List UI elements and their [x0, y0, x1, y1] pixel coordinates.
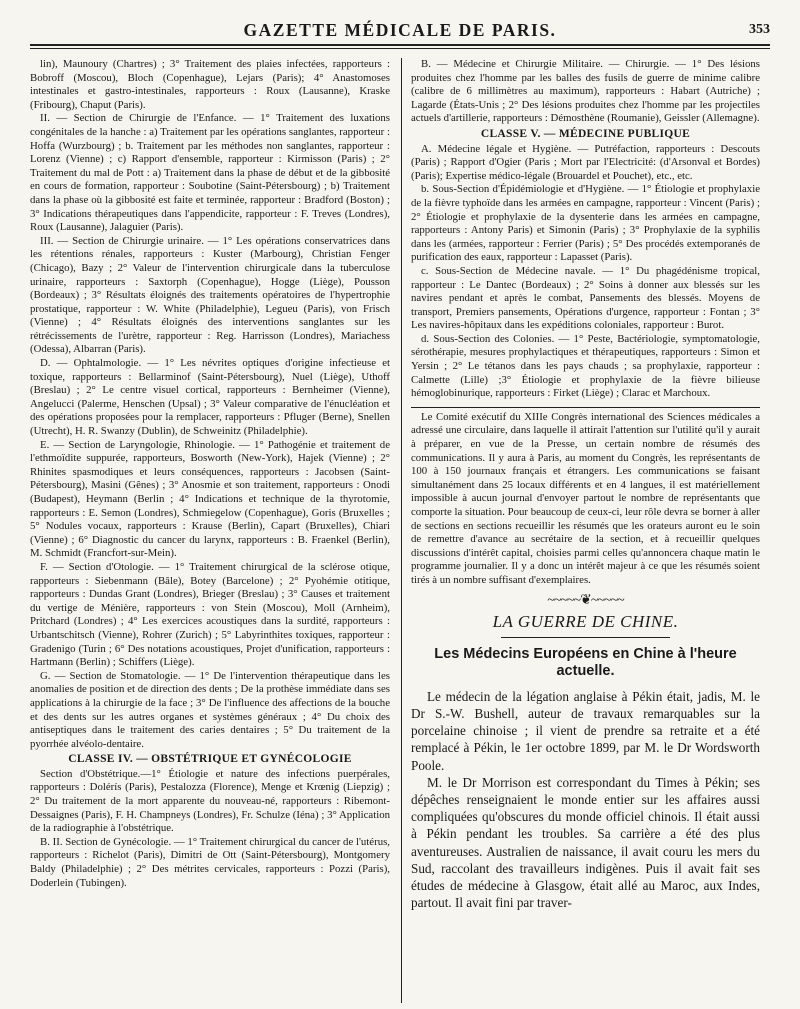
paragraph: F. — Section d'Otologie. — 1° Traitement chirurgical de la sclérose otique, rapporteurs : Siebenmann (Bâle), Botey (Barcelone) ; 2° Pyohémie otitique, rapporteurs : Dundas Grant (Londres), Brieger (Breslau) ; 3° Causes et traitement du vertige de Ménière, rapporteurs : von Stein (Moscou), Moll (Arnheim), Pritchard (Londres) ; 4° Les exercices acoustiques dans la surdité, rapporteurs : Urbantschitsch (Vienne), Rohrer (Zurich) ; 5° Labyrinthites toxiques, rapporteur : Gradenigo (Turin ; 6° Des notations acoustiques, Projet d'unification, rapporteurs : Hartmann (Berlin) ; Schiffers (Liège).	[30, 560, 390, 669]
class-iv-heading: CLASSE IV. — OBSTÉTRIQUE ET GYNÉCOLOGIE	[68, 753, 352, 766]
paragraph: lin), Maunoury (Chartres) ; 3° Traitement des plaies infectées, rapporteurs : Bobroff (Moscou), Bloch (Copenhague), Lejars (Paris); 4° Anastomoses intestinales et gastro-intestinales, rapporteurs : Roux (Lausanne), Kraske (Fribourg), Chaput (Paris).	[30, 58, 390, 111]
paragraph: B. — Médecine et Chirurgie Militaire. — Chirurgie. — 1° Des lésions produites chez l'homme par les balles des fusils de guerre de minime calibre (calibre de 6 millimètres au maximum), rapporteurs : Habart (Autriche) ; Lagarde (États-Unis ; 2° Des lésions produites chez l'homme par les projectiles actuels d'artillerie, rapporteurs : Démosthène (Roumanie), Geissler (Allemagne).	[411, 58, 760, 125]
ornament-divider: ~~~~~❦~~~~~	[547, 592, 624, 608]
paragraph: Le médecin de la légation anglaise à Pékin était, jadis, M. le Dr S.-W. Bushell, auteur de travaux remarquables sur la porcelaine chinoise ; il vient de prendre sa retraite et a été remplacé à Pékin, le 1er octobre 1899, par M. le Dr Wordsworth Poole.	[411, 688, 760, 773]
left-column	[30, 58, 390, 1003]
paragraph: d. Sous-Section des Colonies. — 1° Peste, Bactériologie, symptomatologie, sérothérapie, mesures prophylactiques et thérapeutiques, rapporteurs : Simon et Yersin ; 2° Le tétanos dans les pays chauds ; sa prophylaxie, rapporteur : Calmette (Lille) ;3° Étiologie et prophylaxie de la fièvre bilieuse hémoglobinurique, rapporteurs : Firket (Liège) ; Clarac et Marchoux.	[411, 332, 760, 400]
page-header	[30, 0, 770, 46]
paragraph: A. Médecine légale et Hygiène. — Putréfaction, rapporteurs : Descouts (Paris) ; Rapport d'Ogier (Paris ; Mort par l'Electricité: (d'Arsonval et Bordes) (Paris); Expertise médico-légale (Brouardel et Pouchet), etc., etc.	[411, 142, 760, 182]
column-separator	[401, 58, 402, 1003]
paragraph: c. Sous-Section de Médecine navale. — 1° Du phagédénisme tropical, rapporteur : Le Dantec (Bordeaux) ; 2° Soins à donner aux blessés sur les navires pendant et après le combat, Pansements des blessés. Moyens de transport, Premiers pansements, Opérations d'urgence, rapporteur : Fontan ; 3° Les navires-hôpitaux dans les expéditions coloniales, rapporteur : Burot.	[411, 264, 760, 332]
paragraph: Le Comité exécutif du XIIIe Congrès international des Sciences médicales a adressé une circulaire, dans laquelle il attirait l'attention sur l'utilité qu'il y aurait à préparer, en vue de la Presse, un certain nombre de résumés des communications. Il y aura à Paris, au moment du Congrès, les représentants de 100 à 150 journaux français et étrangers. Les communications se faisant simultanément dans 25 locaux différents et en 4 langues, il est matériellement impossible à aucun journal d'envoyer partout le nombre de représentants que comporte la situation. Pour beaucoup de ceux-ci, leur rôle devra se borner à aller de sections en sections recueillir les résumés que les orateurs auront eu le soin de remettre d'avance au secrétaire de la section, et à recueillir quelques discussions d'intérêt capital, choisies parmi celles qu'annoncera chaque matin le programme journalier. Il y a donc un intérêt majeur à ce que les résumés soient tirés à un nombre suffisant d'exemplaires.	[411, 410, 760, 586]
paragraph: b. Sous-Section d'Épidémiologie et d'Hygiène. — 1° Étiologie et prophylaxie de la fièvre typhoïde dans les armées en campagne, rapporteur : Vincent (Paris) ; 2° Étiologie et prophylaxie de la dysenterie dans les armées en campagne, rapporteurs : Antony Paris) et Simonin (Paris) ; 3° Prophylaxie de la syphilis dans les (armées, rapporteur : Ferrier (Paris) ; 5° Des procédés extemporanés de purification des eaux, rapporteur : Lapasset (Paris).	[411, 183, 760, 264]
article-body	[411, 688, 760, 912]
paragraph: G. — Section de Stomatologie. — 1° De l'intervention thérapeutique dans les anomalies de position et de direction des dents ; De la prothèse immédiate dans ses applications à la chirurgie de la face ; 3° De l'influence des affections de la bouche et des dents sur les autres organes et systèmes généraux ; 4° Du choix des antiseptiques dans le traitement des caries dentaires ; 5° Du traitement de la pyorrhée alvéolo-dentaire.	[30, 669, 390, 750]
paragraph: Section d'Obstétrique.—1° Étiologie et nature des infections puerpérales, rapporteurs : Dolérís (Paris), Pestalozza (Florence), Menge et Krœnig (Liepzig) ; 2° Du traitement de la mort apparente du nouveau-né, rapporteurs : Ribemont-Dessaignes (Paris), F. H. Champneys (Londres), Fr. Schulze (Iéna) ; 3° Application de la radiographie à l'obstétrique.	[30, 767, 390, 835]
text-columns	[30, 58, 770, 1003]
paragraph: III. — Section de Chirurgie urinaire. — 1° Les opérations conservatrices dans les rétentions rénales, rapporteurs : Kuster (Marbourg), Christian Fenger (Chicago), Bazy ; 2° Valeur de l'intervention chirurgicale dans la tuberculose urinaire, rapporteurs : Saxtorph (Copenhague), Hogge (Liège), Pousson (Bordeaux) ; 3° Résultats éloignés des traitements opératoires de l'hypertrophie prostatique, rapporteur : W. White (Philadelphie), Legueu (Paris), von Frisch (Vienne) ; 4° Résultats éloignés des interventions sanglantes sur les rétrécissements de l'urètre, rapporteur : Reg. Harrisson (Londres), Mariachess (Odessa), Albarran (Paris).	[30, 234, 390, 356]
paragraph: E. — Section de Laryngologie, Rhinologie. — 1° Pathogénie et traitement de l'ethmoïdite suppurée, rapporteurs, Bosworth (New-York), Hajek (Vienne) ; 2° Rhinites spasmodiques et leurs conséquences, rapporteurs : Jacobsen (Saint-Pétersbourg), Masini (Gênes) ; 3° Anosmie et son traitement, rapporteurs : Onodi (Budapest), Heymann (Berlin ; 4° Indications et technique de la thyrotomie, rapporteurs : E. Semon (Londres), Schmiegelow (Copenhague), Goris (Bruxelles ; 5° Nodules vocaux, rapporteurs : Krause (Berlin), Capart (Bruxelles), Chiari (Vienne) ; 6° Diagnostic du cancer du larynx, rapporteurs : B. Fraenkel (Berlin), M. Schmidt (Francfort-sur-Mein).	[30, 438, 390, 560]
right-column	[411, 58, 760, 1003]
journal-title: GAZETTE MÉDICALE DE PARIS.	[243, 20, 557, 40]
page-number: 353	[749, 22, 770, 37]
paragraph: M. le Dr Morrison est correspondant du Times à Pékin; ses dépêches renseignaient le monde entier sur les affaires aussi compliquées qu'obscures du monde officiel chinois. Il était aussi à Pékin pendant les troubles. Sa carrière a été des plus aventureuses. Australien de naissance, il avait couru les mers du Sud, raccolant des travailleurs indigènes. Puis il avait fait ses études de médecine à Glasgow, était allé au Maroc, aux Indes, partout. Il avait fini par traver-	[411, 774, 760, 911]
header-rule	[30, 48, 770, 49]
paragraph: II. — Section de Chirurgie de l'Enfance. — 1° Traitement des luxations congénitales de la hanche : a) Traitement par les opérations sanglantes, rapporteur : Hoffa (Wurzbourg) ; b. Traitement par les méthodes non sanglantes, rapporteur : Lorenz (Vienne) ; c) Rapport d'ensemble, rapporteur : Kirmisson (Paris) ; 2° Traitement du mal de Pott : a) Traitement dans la phase de début et de la gibbosité en cours de formation, rapporteur : Soubotine (Saint-Pétersbourg) ; b) Traitement dans la phase où la gibbosité est faite et terminée, rapporteur : Bradford (Boston) ; 3° Indications thérapeutiques dans l'appendicite, rapporteur : F. Treves (Londres), Roux (Lausanne), Jalaguier (Paris).	[30, 112, 390, 234]
comite-section	[411, 407, 760, 588]
section-title: LA GUERRE DE CHINE.	[492, 612, 679, 632]
article-title: Les Médecins Européens en Chine à l'heure actuelle.	[434, 645, 737, 679]
title-rule	[501, 637, 670, 638]
paragraph: D. — Ophtalmologie. — 1° Les névrites optiques d'origine infectieuse et toxique, rapporteurs : Bellarminof (Saint-Pétersbourg), Nuel (Liège), Uthoff (Breslau) ; 2° Le centre visuel cortical, rapporteurs : Bernheimer (Vienne), Angelucci (Palerme, Henschen (Upsal) ; 3° Valeur comparative de l'énucléation et des opérations proposées pour la remplacer, rapporteurs : Pfluger (Berne), Snellen (Utrecht), H. R. Swanzy (Dublin), de Schweinitz (Philadelphie).	[30, 357, 390, 438]
paragraph: B. II. Section de Gynécologie. — 1° Traitement chirurgical du cancer de l'utérus, rapporteurs : Richelot (Paris), Dimitri de Ott (Saint-Pétersbourg), Montgomery Baldy (Philadelphie) ; 2° Des métrites cervicales, rapporteurs : Pozzi (Paris), Doderlein (Tubingen).	[30, 835, 390, 889]
class-v-heading: CLASSE V. — MÉDECINE PUBLIQUE	[480, 127, 691, 140]
